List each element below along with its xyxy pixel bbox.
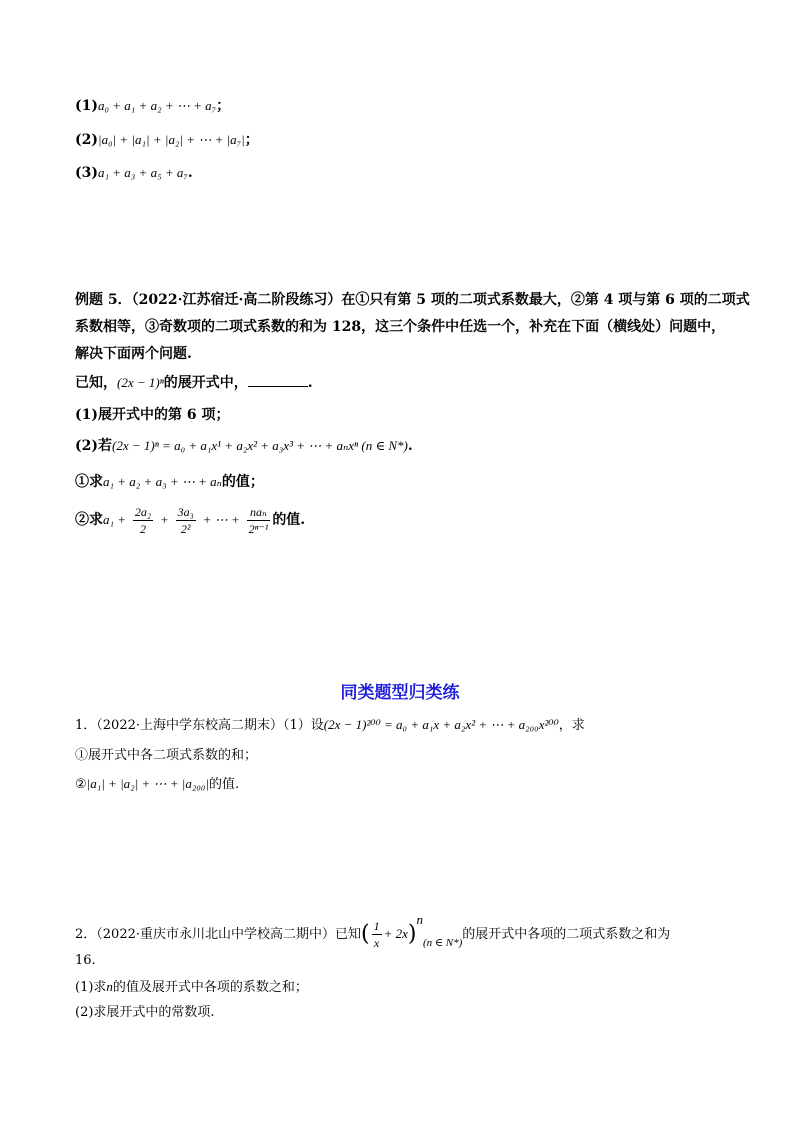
math-expr: a₁ + a₃ + a₅ + a₇ <box>98 165 188 180</box>
math-expr: (2x − 1)ⁿ = a₀ + a₁x¹ + a₂x² + a₃x³ + ⋯ + aₙxⁿ (n ∈ N*) <box>112 438 408 453</box>
part-a-question-2: (2)|a₀| + |a₁| + |a₂| + ⋯ + |a₇|； <box>75 132 259 148</box>
math-expr: a₀ + a₁ + a₂ + ⋯ + a₇ <box>98 98 217 113</box>
math-expr: (2x − 1)²⁰⁰ = a₀ + a₁x + a₂x² + ⋯ + a₂₀₀x²⁰⁰ <box>323 717 559 732</box>
math-expr: |a₀| + |a₁| + |a₂| + ⋯ + |a₇| <box>98 132 245 147</box>
example-5-question-2: (2)若(2x − 1)ⁿ = a₀ + a₁x¹ + a₂x² + a₃x³ + ⋯ + aₙxⁿ (n ∈ N*). <box>75 438 413 454</box>
example-5-known: 已知，(2x − 1)ⁿ的展开式中， . <box>75 372 313 393</box>
example-5-line-3: 解决下面两个问题. <box>75 346 192 362</box>
exercise-2-line-1: 2．（2022·重庆市永川北山中学校高二期中）已知( $\frac{1}{x}$ + 2x)$^n_{(n \in N*)}$的展开式中各项的二项式系数之和为 <box>75 912 671 950</box>
exercise-2-question-1: (1)求n的值及展开式中各项的系数之和； <box>75 979 308 995</box>
fraction: $\frac{1}{x}$ <box>373 919 380 950</box>
math-expr: |a₁| + |a₂| + ⋯ + |a₂₀₀| <box>86 776 210 791</box>
part-a-question-3: (3)a₁ + a₃ + a₅ + a₇. <box>75 165 193 181</box>
example-5-sub-question-2: ②求a₁ + $\frac{\text{2a₂}}{2}$ + $\frac{\text{3a₃}}{\text{2²}}$ + ⋯ + $\frac{\text{naₙ}}{\text{2ⁿ⁻¹}}$ 的值. <box>75 504 306 536</box>
exercise-1-line-1: 1．（2022·上海中学东校高二期末）（1）设(2x − 1)²⁰⁰ = a₀ + a₁x + a₂x² + ⋯ + a₂₀₀x²⁰⁰，求 <box>75 717 585 733</box>
fraction: $\frac{\text{2a₂}}{2}$ <box>134 504 152 536</box>
math-expr: a₁ + a₂ + a₃ + ⋯ + aₙ <box>103 474 222 489</box>
math-expr: (2x − 1)ⁿ <box>117 375 164 390</box>
example-5-sub-question-1: ①求a₁ + a₂ + a₃ + ⋯ + aₙ的值； <box>75 474 264 490</box>
exercise-1-sub-2: ②|a₁| + |a₂| + ⋯ + |a₂₀₀|的值. <box>75 776 240 792</box>
exercise-2-question-2: (2)求展开式中的常数项. <box>75 1005 215 1020</box>
fraction: $\frac{\text{3a₃}}{\text{2²}}$ <box>177 504 194 536</box>
section-title: 同类题型归类练 <box>340 683 460 703</box>
exercise-1-sub-1: ①展开式中各二项式系数的和； <box>75 748 258 763</box>
example-5-line-2: 系数相等，③奇数项的二项式系数的和为 128，这三个条件中任选一个，补充在下面（横线处）问题中， <box>75 319 726 335</box>
answer-blank <box>248 372 308 387</box>
example-5-question-1: (1)展开式中的第 6 项； <box>75 407 230 423</box>
close-paren: ) <box>407 921 417 947</box>
part-a-question-1: (1)a₀ + a₁ + a₂ + ⋯ + a₇； <box>75 98 231 114</box>
fraction: $\frac{\text{naₙ}}{\text{2ⁿ⁻¹}}$ <box>248 504 269 536</box>
exercise-2-line-2: 16. <box>75 953 96 968</box>
open-paren: ( <box>361 921 370 947</box>
example-5-line-1: 例题 5．（2022·江苏宿迁·高二阶段练习）在①只有第 5 项的二项式系数最大，②第 4 项与第 6 项的二项式 <box>75 292 750 308</box>
